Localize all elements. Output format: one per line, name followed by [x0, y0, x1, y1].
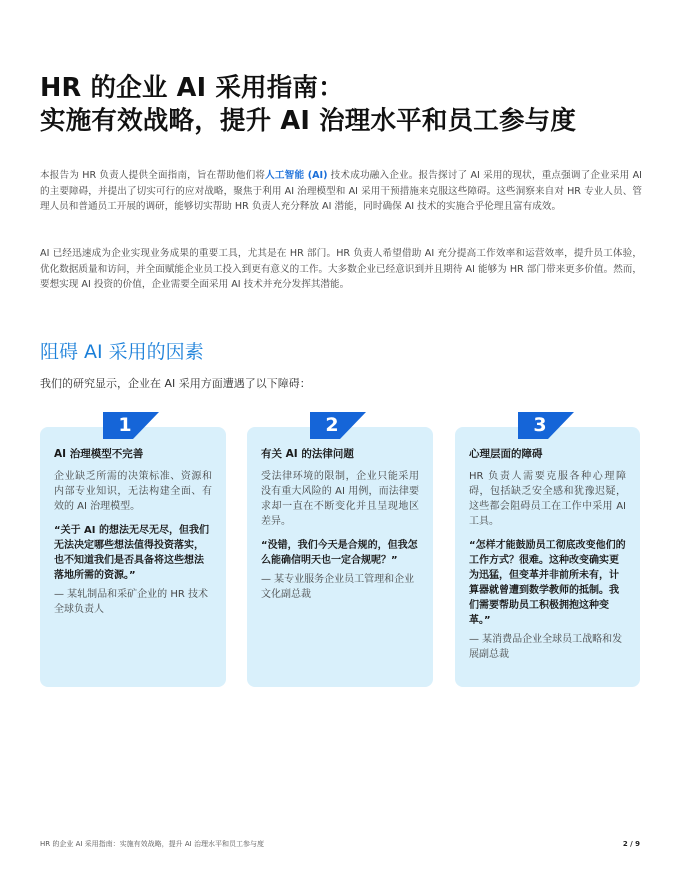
- barrier-card-3: [455, 414, 640, 687]
- number-badge: [518, 412, 574, 439]
- card-description: HR 负责人需要克服各种心理障碍，包括缺乏安全感和犹豫迟疑，这些都会阻碍员工在工作中采用 AI 工具。: [469, 471, 626, 527]
- card-quote: “关于 AI 的想法无尽无尽，但我们无法决定哪些想法值得投资落实，也不知道我们是否具备将这些想法落地所需的资源。”: [54, 525, 209, 581]
- page-number: 2 / 9: [622, 840, 640, 848]
- card-attribution: — 某轧制品和采矿企业的 HR 技术全球负责人: [54, 589, 209, 615]
- card-title: AI 治理模型不完善: [54, 448, 144, 460]
- barrier-card-1: [40, 414, 226, 687]
- section-heading: 阻碍 AI 采用的因素: [40, 341, 204, 363]
- card-quote: “没错，我们今天是合规的，但我怎么能确信明天也一定合规呢？”: [261, 540, 418, 566]
- card-body: [261, 447, 419, 602]
- card-title: 心理层面的障碍: [469, 448, 543, 460]
- card-body: [469, 447, 626, 662]
- ai-highlight-link[interactable]: 人工智能 (AI): [265, 170, 328, 181]
- footer-title: HR 的企业 AI 采用指南：实施有效战略，提升 AI 治理水平和员工参与度: [40, 840, 264, 848]
- badge-number: 1: [118, 414, 132, 436]
- section-intro: 我们的研究显示，企业在 AI 采用方面遭遇了以下障碍：: [40, 377, 311, 390]
- intro-paragraph-1-end: 技术成功融入企业。报告探讨了 AI 采用的现状，重点强调了企业采用 AI 的主要障碍，并提出了切实可行的应对战略，聚焦于利用 AI 治理模型和 AI 采用干预措施来克服这些障碍。这些洞察来自对 HR 专业人员、管理人员和普通员工开展的调研，能够切实帮助 HR 负责人充分释放 AI 潜能，同时确保 AI 技术的实施合乎伦理且富有成效。: [40, 170, 643, 212]
- card-body: [54, 447, 212, 617]
- intro-paragraph-2: AI 已经迅速成为企业实现业务成果的重要工具，尤其是在 HR 部门。HR 负责人希望借助 AI 充分提高工作效率和运营效率，提升员工体验，优化数据质量和访问，并全面赋能企业员工投入到更有意义的工作。大多数企业已经意识到并且期待 AI 能够为 HR 部门带来更多价值。然而，要想实现 AI 投资的价值，企业需要全面采用 AI 技术并充分发挥其潜能。: [40, 248, 642, 290]
- barrier-card-2: [247, 414, 433, 687]
- page-title: [40, 72, 650, 138]
- badge-number: 3: [533, 414, 547, 436]
- card-quote: “怎样才能鼓励员工彻底改变他们的工作方式？很难。这种改变确实更为迅猛，但变革并非前所未有，计算器就曾遭到数学教师的抵制。我们需要帮助员工积极拥抱这种变革。”: [469, 540, 626, 626]
- card-description: 企业缺乏所需的决策标准、资源和内部专业知识，无法构建全面、有效的 AI 治理模型。: [54, 471, 212, 512]
- badge-number: 2: [325, 414, 339, 436]
- intro-paragraph-1: [40, 168, 642, 215]
- card-title: 有关 AI 的法律问题: [261, 448, 354, 460]
- page-title-line-1: HR 的企业 AI 采用指南：: [40, 73, 344, 103]
- number-badge: [310, 412, 366, 439]
- intro-paragraph-1-start: 本报告为 HR 负责人提供全面指南，旨在帮助他们将: [40, 170, 266, 181]
- card-attribution: — 某消费品企业全球员工战略和发展副总裁: [469, 634, 623, 660]
- number-badge: [103, 412, 159, 439]
- card-description: 受法律环境的限制，企业只能采用没有重大风险的 AI 用例，而法律要求却一直在不断变化并且呈现地区差异。: [261, 471, 419, 527]
- page-title-line-2: 实施有效战略，提升 AI 治理水平和员工参与度: [40, 106, 577, 136]
- card-attribution: — 某专业服务企业员工管理和企业文化副总裁: [261, 574, 415, 600]
- page-footer: [40, 839, 640, 849]
